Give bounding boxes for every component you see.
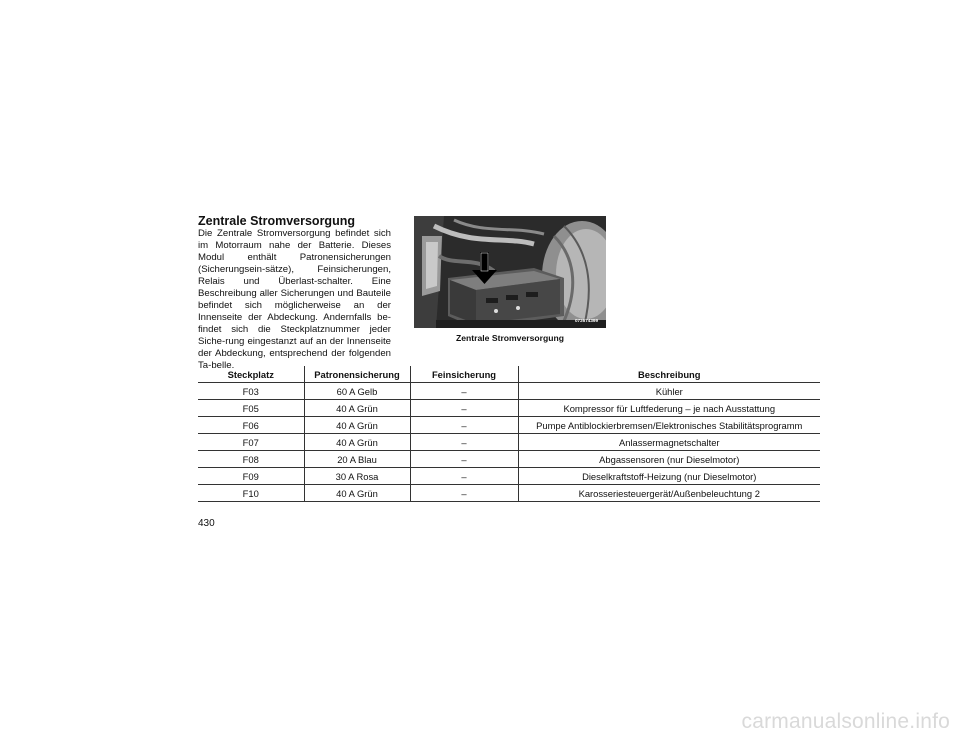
table-row (198, 417, 820, 434)
cell-beschreibung: Abgassensoren (nur Dieselmotor) (518, 451, 820, 468)
section-body-text: Die Zentrale Stromversorgung befindet sich im Motorraum nahe der Batterie. Dieses Modul enthält Patronensicherungen (Sicherungsein-sätze), Feinsicherungen, Relais und Überlast-schalter. Eine Beschreibung aller Sicherungen und Bauteile befindet sich möglicherweise an der Innenseite der Abdeckung. Andernfalls be-findet sich die Steckplatznummer jeder Siche-rung eingestanzt auf an der Innenseite der Abdeckung, entsprechend der folgenden Ta-belle. (198, 228, 391, 371)
cell-steckplatz: F10 (198, 485, 304, 502)
column-header-beschreibung: Beschreibung (518, 366, 820, 383)
column-header-steckplatz: Steckplatz (198, 366, 304, 383)
cell-steckplatz: F07 (198, 434, 304, 451)
table-row (198, 400, 820, 417)
cell-steckplatz: F06 (198, 417, 304, 434)
table-row (198, 434, 820, 451)
cell-steckplatz: F05 (198, 400, 304, 417)
cell-feinsicherung: – (410, 468, 518, 485)
cell-feinsicherung: – (410, 485, 518, 502)
cell-patronensicherung: 60 A Gelb (304, 383, 410, 400)
figure-code: 072674399 (575, 318, 598, 323)
cell-feinsicherung: – (410, 400, 518, 417)
cell-beschreibung: Kühler (518, 383, 820, 400)
fuse-table (198, 366, 820, 502)
cell-feinsicherung: – (410, 434, 518, 451)
cell-feinsicherung: – (410, 383, 518, 400)
cell-beschreibung: Anlassermagnetschalter (518, 434, 820, 451)
cell-patronensicherung: 40 A Grün (304, 434, 410, 451)
cell-steckplatz: F03 (198, 383, 304, 400)
table-row (198, 451, 820, 468)
table-row (198, 383, 820, 400)
page-number: 430 (198, 518, 215, 529)
table-row (198, 485, 820, 502)
cell-beschreibung: Dieselkraftstoff-Heizung (nur Dieselmotor) (518, 468, 820, 485)
cell-patronensicherung: 20 A Blau (304, 451, 410, 468)
cell-patronensicherung: 40 A Grün (304, 417, 410, 434)
cell-patronensicherung: 40 A Grün (304, 485, 410, 502)
cell-steckplatz: F09 (198, 468, 304, 485)
figure-caption: Zentrale Stromversorgung (456, 333, 564, 343)
table-row (198, 468, 820, 485)
cell-beschreibung: Karosseriesteuergerät/Außenbeleuchtung 2 (518, 485, 820, 502)
cell-patronensicherung: 30 A Rosa (304, 468, 410, 485)
cell-feinsicherung: – (410, 451, 518, 468)
table-header-row (198, 366, 820, 383)
watermark-text: carmanualsonline.info (741, 710, 950, 733)
engine-bay-photo (414, 216, 606, 328)
cell-patronensicherung: 40 A Grün (304, 400, 410, 417)
column-header-patronensicherung: Patronensicherung (304, 366, 410, 383)
cell-beschreibung: Pumpe Antiblockierbremsen/Elektronisches Stabilitätsprogramm (518, 417, 820, 434)
cell-feinsicherung: – (410, 417, 518, 434)
section-title: Zentrale Stromversorgung (198, 214, 355, 228)
cell-beschreibung: Kompressor für Luftfederung – je nach Ausstattung (518, 400, 820, 417)
cell-steckplatz: F08 (198, 451, 304, 468)
column-header-feinsicherung: Feinsicherung (410, 366, 518, 383)
